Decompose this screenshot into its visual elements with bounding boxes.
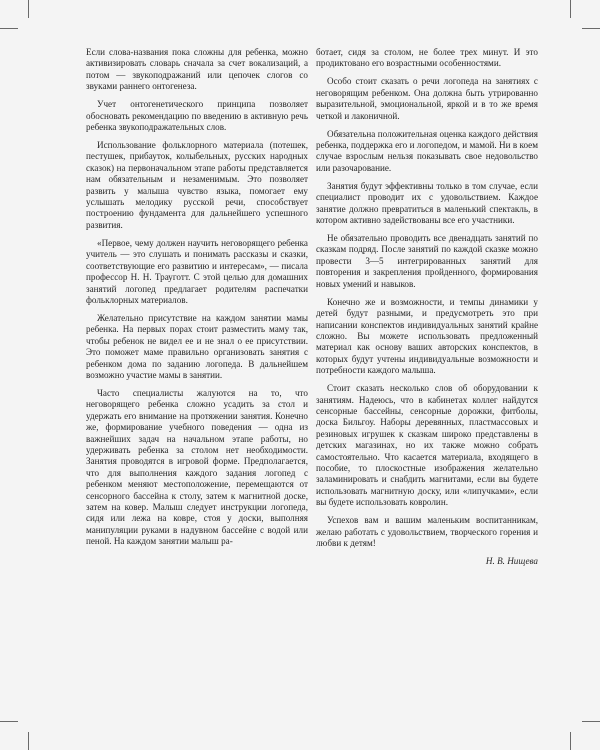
paragraph: Если слова-названия пока сложны для ребенка, можно активизировать словарь сначала за счет вокализаций, а потом — звукоподражаний или цепочек слогов со звуками раннего онтогенеза. — [86, 47, 308, 92]
paragraph: Учет онтогенетического принципа позволяет обосновать рекомендацию по введению в активную речь ребенка звукоподражательных слов. — [86, 99, 308, 133]
crop-mark-bottom-left — [28, 732, 29, 750]
paragraph: Часто специалисты жалуются на то, что неговорящего ребенка сложно усадить за стол и удержать его внимание на протяжении занятия. Конечно же, формирование учебного поведения — одна из важнейших задач на начальном этапе работы, но удерживать ребенка за столом нет необходимости. Занятия проводятся в игровой форме. Предполагается, что для выполнения каждого задания логопед с ребенком меняют местоположение, перемещаются от сенсорного бассейна к столу, затем к магнитной доске, затем на ковер. Малыш следует инструкции логопеда, сидя или лежа на ковре, стоя у доски, выполняя манипуляции руками в надувном бассейне с водой или пеной. На каждом занятии малыш ра- — [86, 387, 308, 547]
crop-mark-top-right — [570, 0, 571, 18]
crop-mark-bottom-right-h — [582, 721, 600, 722]
crop-mark-top-right-h — [582, 28, 600, 29]
crop-mark-bottom-left-h — [0, 721, 18, 722]
crop-mark-bottom-right — [570, 732, 571, 750]
crop-mark-top-left-h — [0, 28, 18, 29]
paragraph: Желательно присутствие на каждом занятии мамы ребенка. На первых порах стоит разместить маму так, чтобы ребенок не видел ее и не знал о ее присутствии. Это поможет маме правильно организовать занятия с ребенком дома по заданию логопеда. В дальнейшем возможно участие мамы в занятии. — [86, 312, 308, 380]
paragraph: Особо стоит сказать о речи логопеда на занятиях с неговорящим ребенком. Она должна быть утрированно выразительной, эмоциональной, яркой и в то же время четкой и лаконичной. — [316, 76, 538, 121]
author-signature: Н. В. Нищева — [485, 556, 538, 566]
right-text-column — [316, 47, 538, 574]
paragraph: Конечно же и возможности, и темпы динамики у детей будут разными, и предусмотреть это при написании конспектов индивидуальных занятий крайне сложно. Вы можете использовать предложенный материал как основу ваших авторских конспектов, в которых будут учтены индивидуальные возможности и потребности каждого малыша. — [316, 296, 538, 376]
crop-mark-top-left — [28, 0, 29, 18]
paragraph: Занятия будут эффективны только в том случае, если специалист проводит их с удовольствием. Каждое занятие должно превратиться в маленький спектакль, в котором активно задействованы все его участники. — [316, 180, 538, 226]
paragraph: Стоит сказать несколько слов об оборудовании к занятиям. Надеюсь, что в кабинетах коллег найдутся сенсорные бассейны, сенсорные дорожки, фитболы, доска Бильгоу. Наборы деревянных, пластмассовых и резиновых игрушек к сказкам широко представлены в детских магазинах, но их также можно собрать самостоятельно. Что касается материала, входящего в пособие, то плоскостные изображения желательно заламинировать и снабдить магнитами, если вы будете использовать магнитную доску, или «липучками», если вы будете использовать ковролин. — [316, 383, 538, 508]
paragraph: Обязательна положительная оценка каждого действия ребенка, поддержка его и логопедом, и мамой. Ни в коем случае взрослым нельзя показывать свое недовольство или разочарование. — [316, 128, 538, 173]
left-text-column — [86, 47, 308, 554]
paragraph: ботает, сидя за столом, не более трех минут. И это продиктовано его возрастными особенностями. — [316, 47, 538, 69]
paragraph: Не обязательно проводить все двенадцать занятий по сказкам подряд. После занятий по каждой сказке можно провести 3—5 интегрированных занятий для повторения и закрепления пройденного, формирования новых умений и навыков. — [316, 233, 538, 289]
paragraph: Использование фольклорного материала (потешек, пестушек, прибауток, колыбельных, русских народных сказок) на первоначальном этапе работы представляется нам обязательным и незаменимым. Это позволяет развить у малыша чувство языка, помогает ему услышать мелодику русской речи, способствует построению фундамента для дальнейшего успешного развития. — [86, 140, 308, 230]
paragraph: Успехов вам и вашим маленьким воспитанникам, желаю работать с удовольствием, творческого горения и любви к детям! — [316, 515, 538, 548]
paragraph: «Первое, чему должен научить неговорящего ребенка учитель — это слушать и понимать рассказы и сказки, соответствующие его развитию и интересам», — писала профессор Н. Н. Трауготт. С этой целью для домашних занятий логопед предлагает родителям распечатки фольклорных материалов. — [86, 237, 308, 305]
